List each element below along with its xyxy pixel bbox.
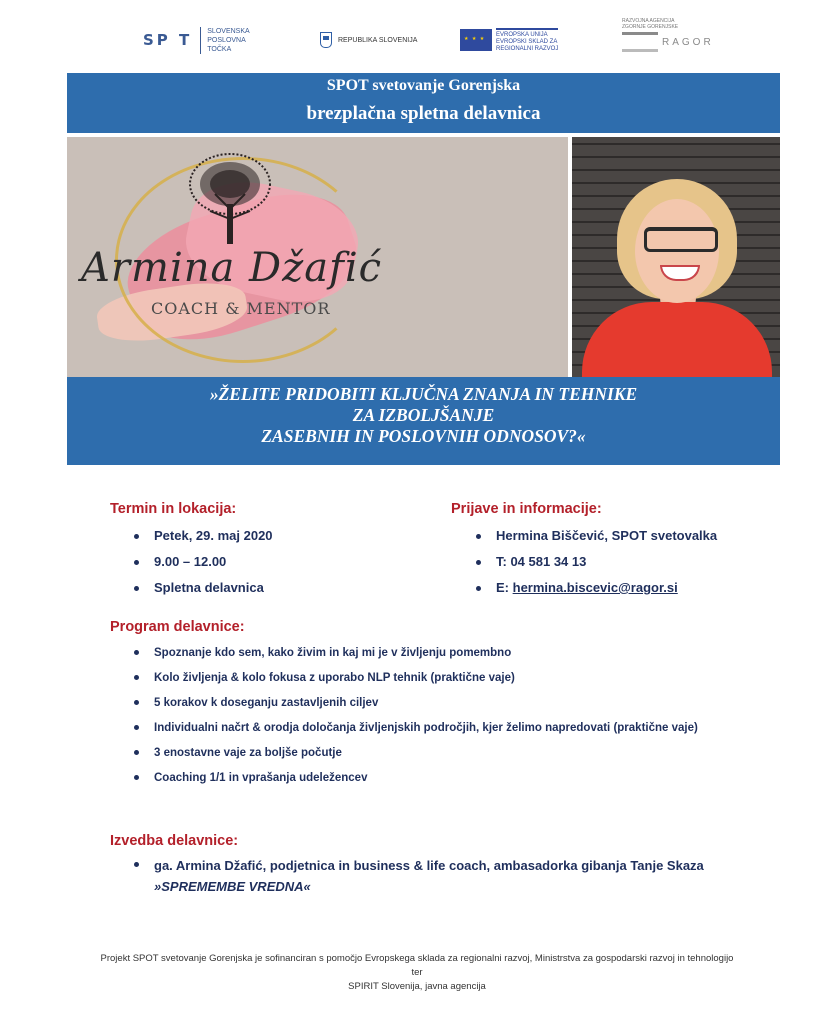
termin-heading: Termin in lokacija:	[110, 501, 237, 517]
tree-icon	[185, 149, 275, 249]
list-item: 5 korakov k doseganju zastavljenih ciljev	[111, 693, 711, 714]
email-item	[453, 579, 773, 605]
email-prefix: E:	[496, 580, 513, 595]
termin-list	[111, 527, 411, 605]
spot-sub-line: POSLOVNA	[207, 36, 246, 44]
slovenia-crest-icon	[320, 32, 332, 48]
ragor-wave-icon	[622, 32, 658, 52]
prijave-heading: Prijave in informacije:	[451, 501, 602, 517]
header-line-1: SPOT svetovanje Gorenjska	[326, 77, 521, 94]
izvedba-heading: Izvedba delavnice:	[110, 833, 239, 849]
email-link[interactable]: hermina.biscevic@ragor.si	[512, 580, 678, 595]
izvedba-list	[111, 855, 761, 897]
list-item: Spletna delavnica	[111, 579, 411, 605]
phone-item	[453, 553, 773, 579]
list-item: Petek, 29. maj 2020	[111, 527, 411, 553]
spot-logo	[143, 18, 250, 62]
list-item: 9.00 – 12.00	[111, 553, 411, 579]
eu-flag-icon	[460, 29, 492, 51]
spot-sub-line: TOČKA	[207, 45, 232, 53]
footer-line-1: Projekt SPOT svetovanje Gorenjska je sofinanciran s pomočjo Evropskega sklada za regionalni razvoj, Ministrstva za gospodarski razvoj in tehnologijo ter	[100, 953, 734, 978]
eu-label	[496, 28, 558, 53]
coach-photo	[572, 137, 780, 377]
spot-logo-subtitle	[200, 27, 249, 54]
list-item: Spoznanje kdo sem, kako živim in kaj mi je v življenju pomembno	[111, 643, 711, 664]
question-line-3: ZASEBNIH IN POSLOVNIH ODNOSOV?«	[261, 426, 586, 446]
izvedba-emphasis: »SPREMEMBE VREDNA«	[154, 879, 311, 894]
list-item: Individualni načrt & orodja določanja življenjskih področjih, kjer želimo napredovati (praktične vaje)	[111, 718, 711, 739]
ragor-logo	[622, 18, 714, 62]
question-line-1: »ŽELITE PRIDOBITI KLJUČNA ZNANJA IN TEHNIKE	[209, 384, 638, 404]
coach-subtitle: COACH & MENTOR	[151, 299, 331, 318]
eu-label-line: EVROPSKA UNIJA	[496, 31, 548, 38]
question-line-2: ZA IZBOLJŠANJE	[352, 405, 495, 425]
prijave-list	[453, 527, 773, 605]
izvedba-text: ga. Armina Džafić, podjetnica in business & life coach, ambasadorka gibanja Tanje Skaza	[154, 858, 704, 873]
ragor-small-line: ZGORNJE GORENJSKE	[622, 24, 679, 30]
footer-note	[100, 952, 734, 994]
coach-logo-panel	[67, 137, 568, 377]
eu-label-line: REGIONALNI RAZVOJ	[496, 45, 559, 52]
footer-line-2: SPIRIT Slovenija, javna agencija	[348, 981, 486, 992]
spot-sub-line: SLOVENSKA	[207, 27, 250, 35]
slovenia-label: REPUBLIKA SLOVENIJA	[338, 36, 418, 44]
glasses-icon	[644, 227, 718, 252]
ragor-small-line: RAZVOJNA AGENCIJA	[622, 18, 675, 24]
eu-label-line: EVROPSKI SKLAD ZA	[496, 38, 558, 45]
phone-prefix: T:	[496, 554, 511, 569]
list-item: Kolo življenja & kolo fokusa z uporabo NLP tehnik (praktične vaje)	[111, 668, 711, 689]
coach-name-script: Armina Džafić	[81, 245, 383, 291]
program-heading: Program delavnice:	[110, 619, 245, 635]
spot-logo-mark: SP T	[143, 31, 193, 49]
hero-image	[67, 137, 780, 377]
question-banner	[67, 377, 780, 465]
header-banner	[67, 73, 780, 133]
program-list	[111, 643, 711, 793]
slovenia-logo	[320, 18, 417, 62]
header-line-2: brezplačna spletna delavnica	[306, 103, 541, 124]
contact-person: Hermina Biščević, SPOT svetovalka	[453, 527, 773, 553]
phone-number[interactable]: 04 581 34 13	[510, 554, 587, 569]
list-item: Coaching 1/1 in vprašanja udeležencev	[111, 768, 711, 789]
ragor-name: RAGOR	[662, 36, 714, 48]
list-item	[111, 855, 761, 897]
eu-logo	[460, 18, 558, 62]
logo-bar	[0, 18, 834, 62]
list-item: 3 enostavne vaje za boljše počutje	[111, 743, 711, 764]
